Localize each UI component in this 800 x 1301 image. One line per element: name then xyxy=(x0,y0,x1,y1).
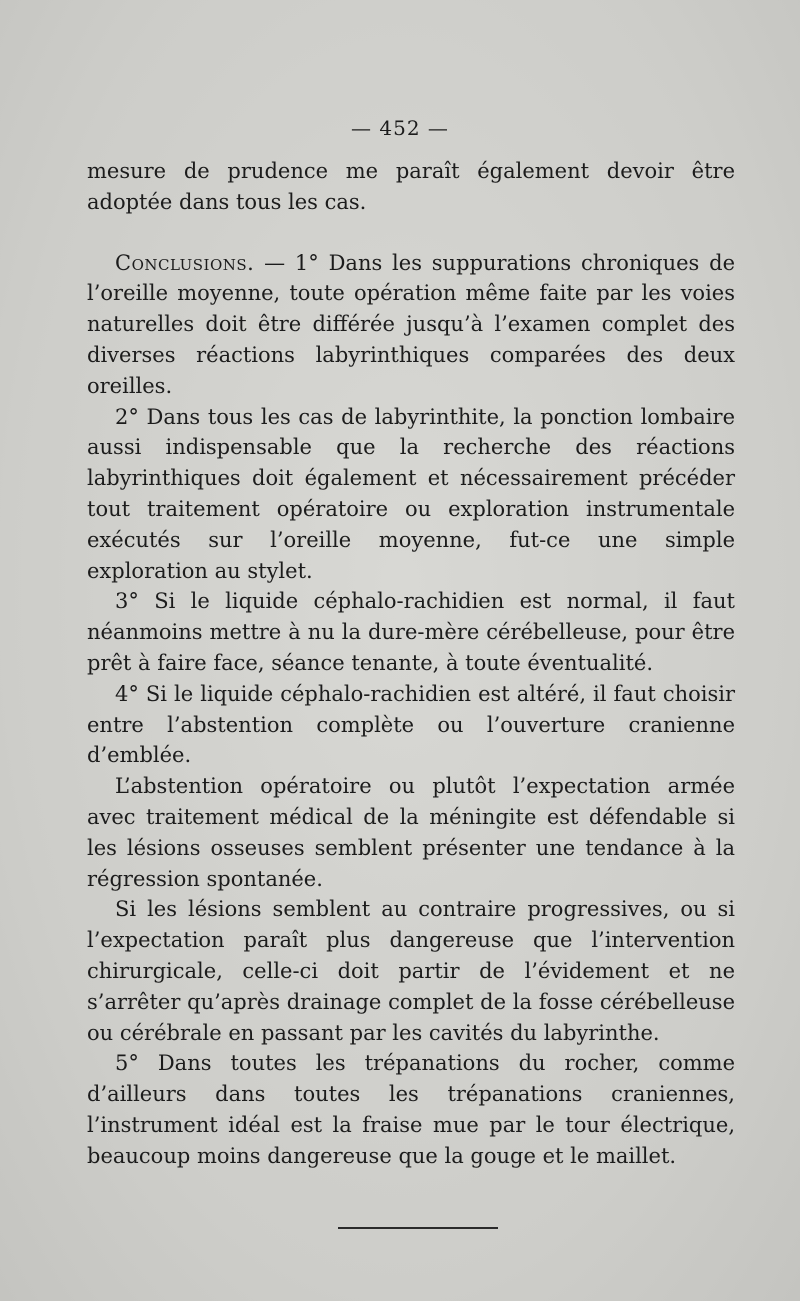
body-text xyxy=(87,156,735,1172)
paragraph-conclusion-4: 4° Si le liquide céphalo-rachidien est altéré, il faut choisir entre l’abstention complète ou l’ouverture cranienne d’emblée. xyxy=(87,681,735,768)
paragraph-conclusion-2: 2° Dans tous les cas de labyrinthite, la ponction lombaire aussi indispensable que la recherche des réactions labyrinthiques doit également et nécessairement précéder tout traitement opératoire ou exploration instrumentale exécutés sur l’oreille moyenne, fut-ce une simple exploration au stylet. xyxy=(87,404,735,583)
paragraph-conclusion-3: 3° Si le liquide céphalo-rachidien est normal, il faut néanmoins mettre à nu la dure-mère cérébelleuse, pour être prêt à faire face, séance tenante, à toute éventualité. xyxy=(87,589,735,675)
paragraph-conclusion-5: 5° Dans toutes les trépanations du rocher, comme d’ailleurs dans toutes les trépanations craniennes, l’instrument idéal est la fraise mue par le tour électrique, beaucoup moins dangereuse que la gouge et le maillet. xyxy=(87,1051,735,1168)
section-heading: Conclusions. xyxy=(115,250,255,275)
end-rule xyxy=(338,1227,498,1229)
paragraph-conclusions-1: Conclusions. — 1° Dans les suppurations chroniques de l’oreille moyenne, toute opération même faite par les voies naturelles doit être différée jusqu’à l’examen complet des diverses réactions labyrinthiques comparées des deux oreilles. xyxy=(87,250,735,398)
paragraph-abstention: L’abstention opératoire ou plutôt l’expectation armée avec traitement médical de la méningite est défendable si les lésions osseuses semblent présenter une tendance à la régression spontanée. xyxy=(87,774,735,891)
page-number: — 452 — xyxy=(351,116,449,140)
paragraph-intervention: Si les lésions semblent au contraire progressives, ou si l’expectation paraît plus dangereuse que l’intervention chirurgicale, celle-ci doit partir de l’évidement et ne s’arrêter qu’après drainage complet de la fosse cérébelleuse ou cérébrale en passant par les cavités du labyrinthe. xyxy=(87,897,735,1045)
paragraph-continuation: mesure de prudence me paraît également devoir être adoptée dans tous les cas. xyxy=(87,159,735,214)
